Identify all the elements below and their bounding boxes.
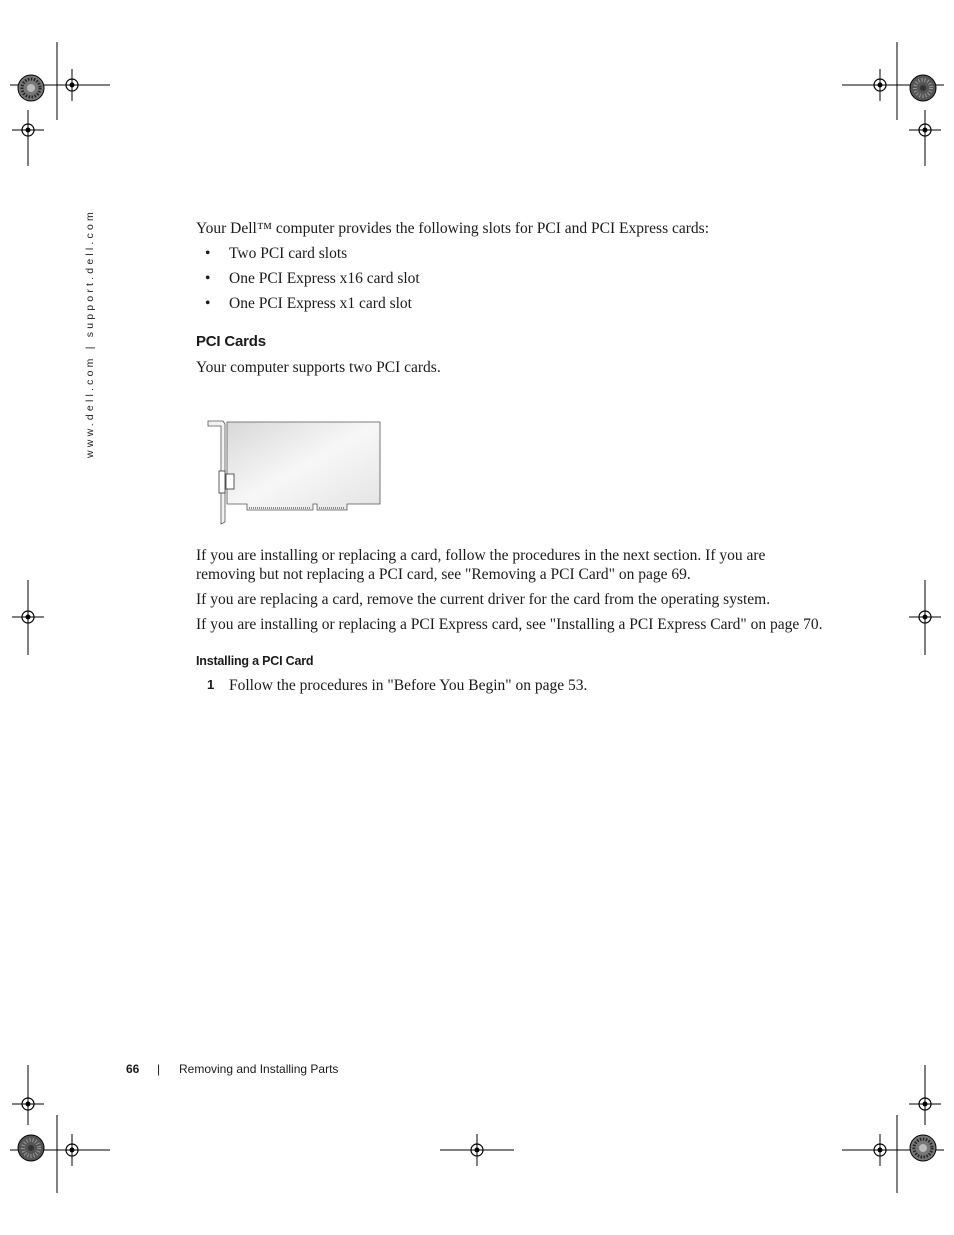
paragraph: If you are installing or replacing a card, follow the procedures in the next section. If you are bbox=[196, 547, 766, 564]
pci-card-illustration bbox=[205, 418, 387, 528]
chapter-title: Removing and Installing Parts bbox=[179, 1062, 339, 1076]
list-item: One PCI Express x16 card slot bbox=[229, 270, 420, 287]
footer-separator: | bbox=[157, 1062, 161, 1076]
step-number: 1 bbox=[207, 677, 215, 692]
paragraph: If you are installing or replacing a PCI Express card, see "Installing a PCI Express Card" on page 70. bbox=[196, 616, 823, 633]
bullet: • bbox=[205, 270, 211, 287]
support-text: Your computer supports two PCI cards. bbox=[196, 359, 441, 376]
paragraph: If you are replacing a card, remove the current driver for the card from the operating system. bbox=[196, 591, 771, 608]
list-item: Two PCI card slots bbox=[229, 245, 348, 262]
step-text: Follow the procedures in "Before You Begin" on page 53. bbox=[229, 677, 588, 694]
bullet: • bbox=[205, 245, 211, 262]
list-item: One PCI Express x1 card slot bbox=[229, 295, 412, 312]
intro-text: Your Dell™ computer provides the following slots for PCI and PCI Express cards: bbox=[196, 220, 710, 237]
sidebar-url: www.dell.com | support.dell.com bbox=[84, 209, 96, 458]
page-number: 66 bbox=[126, 1062, 140, 1076]
subsection-heading: Installing a PCI Card bbox=[196, 654, 314, 668]
bullet: • bbox=[205, 295, 211, 312]
section-heading: PCI Cards bbox=[196, 333, 266, 350]
paragraph: removing but not replacing a PCI card, see "Removing a PCI Card" on page 69. bbox=[196, 566, 691, 583]
